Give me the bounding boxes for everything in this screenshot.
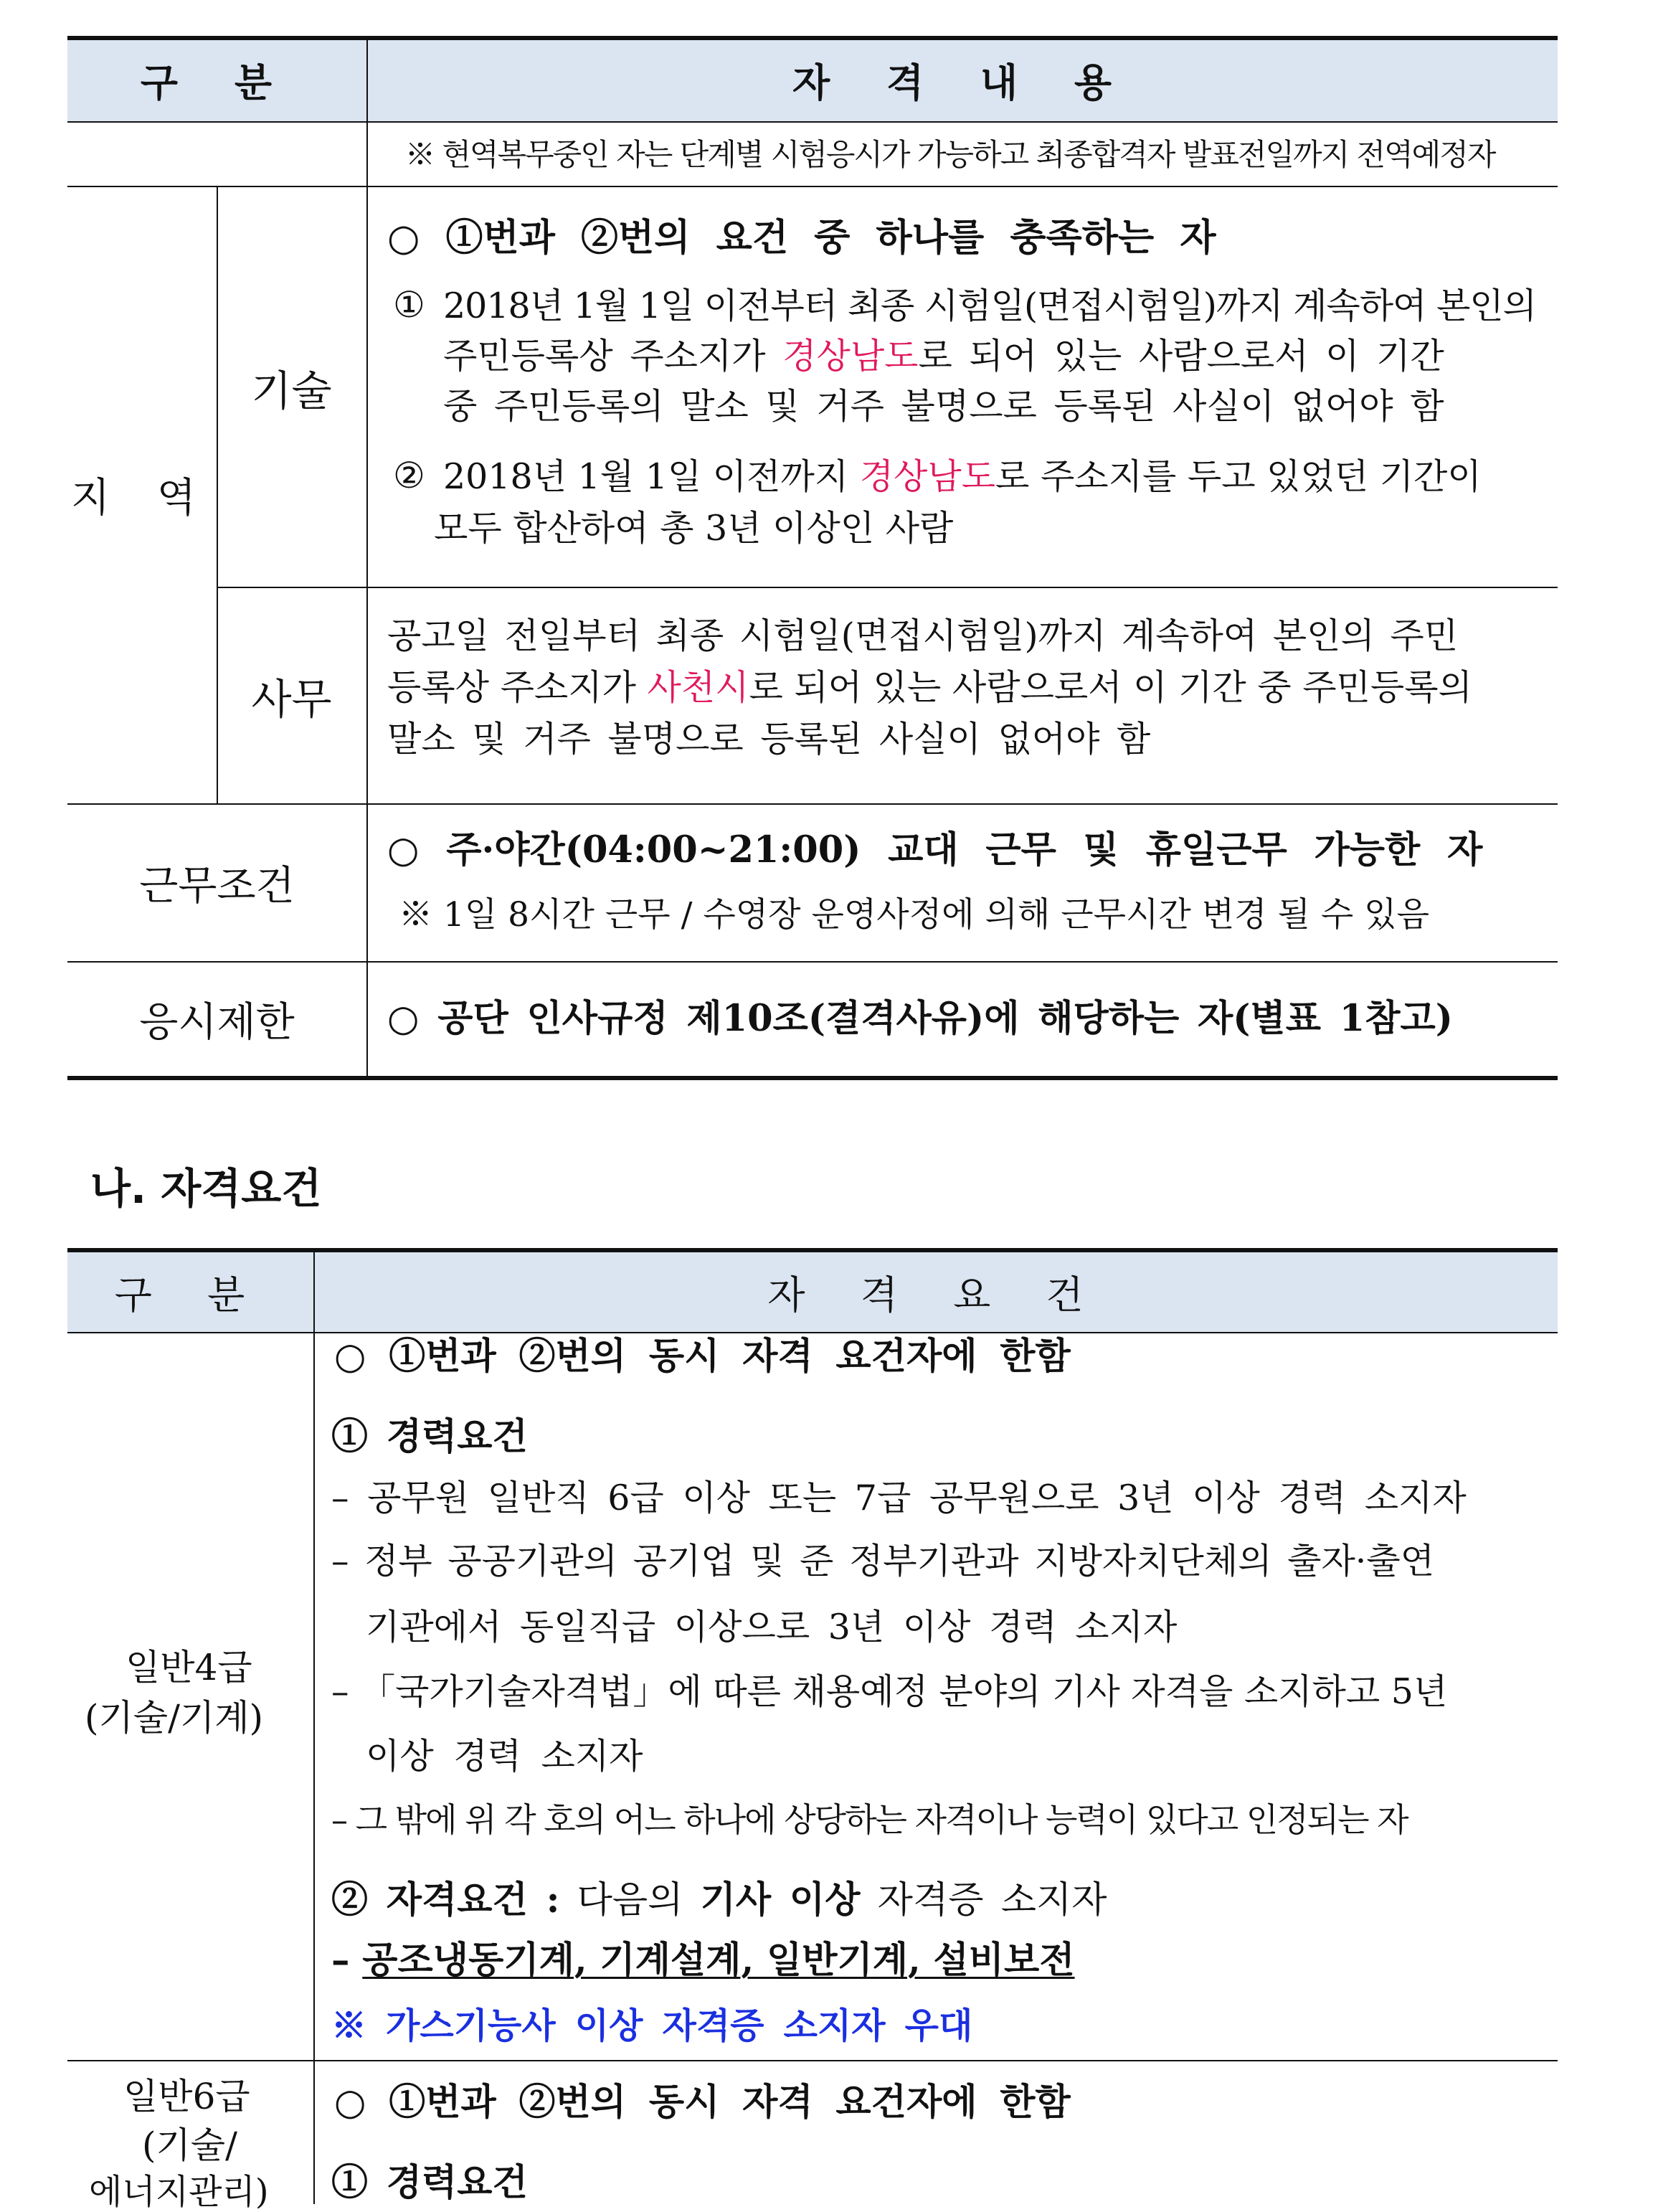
table1-header-col1: 구 분 (140, 59, 294, 105)
table2-header-col1: 구 분 (114, 1272, 267, 1318)
tech-clause2-line1-b: 로 주소지를 두고 있었던 기간이 (995, 456, 1482, 497)
tech-intro: ○ ①번과 ②번의 요건 중 하나를 충족하는 자 (387, 216, 1216, 260)
region-highlight-sacheon: 사천시 (647, 667, 749, 708)
grade6-career-title: ① 경력요건 (331, 2161, 528, 2204)
table2-col-divider (313, 1251, 315, 2204)
tech-clause1-line2 (443, 336, 1444, 377)
grade4-qual-list-row (331, 1939, 1075, 1982)
work-label: 근무조건 (139, 863, 295, 909)
office-label: 사무 (251, 675, 332, 724)
grade4-preference: ※ 가스기능사 이상 자격증 소지자 우대 (331, 2005, 973, 2046)
table2-header-col2: 자 격 요 건 (767, 1272, 1105, 1318)
grade4-intro: ○ ①번과 ②번의 동시 자격 요건자에 한함 (334, 1335, 1071, 1378)
tech-clause2-line2: 모두 합산하여 총 3년 이상인 사람 (434, 508, 954, 549)
grade4-qual-title: ② 자격요건 : (331, 1878, 560, 1922)
office-line2-b: 로 되어 있는 사람으로서 이 기간 중 주민등록의 (749, 667, 1472, 708)
grade4-career-title: ① 경력요건 (331, 1415, 528, 1458)
grade6-label-line1: 일반6급 (123, 2076, 250, 2117)
office-line2 (387, 667, 1472, 708)
grade4-bullet2-line1: – 정부 공공기관의 공기업 및 준 정부기관과 지방자치단체의 출자·출연 (331, 1541, 1435, 1582)
tech-clause2-line1-a: 2018년 1월 1일 이전까지 (443, 456, 860, 497)
limit-label: 응시제한 (139, 999, 295, 1046)
work-note: ※ 1일 8시간 근무 / 수영장 운영사정에 의해 근무시간 변경 될 수 있음 (399, 895, 1429, 935)
grade4-qual-b: 기사 이상 (700, 1878, 861, 1922)
grade4-bullet3-line2: 이상 경력 소지자 (366, 1736, 643, 1777)
limit-main: ○ 공단 인사규정 제10조(결격사유)에 해당하는 자(별표 1참고) (387, 997, 1453, 1040)
grade4-qual-dash: – (331, 1939, 363, 1982)
military-note: ※ 현역복무중인 자는 단계별 시험응시가 가능하고 최종합격자 발표전일까지 전역예정자 (405, 137, 1495, 172)
table1-col-divider (366, 37, 368, 1077)
grade4-qual-a: 다음의 (559, 1879, 701, 1922)
tech-clause1-line2-a: 주민등록상 주소지가 (443, 336, 783, 377)
grade4-label-line2: (기술/기계) (85, 1697, 264, 1739)
grade4-bullet2-line2: 기관에서 동일직급 이상으로 3년 이상 경력 소지자 (366, 1607, 1178, 1648)
tech-clause1-number: ① (393, 284, 425, 326)
table2-divider (67, 2060, 1558, 2061)
office-line2-a: 등록상 주소지가 (387, 667, 648, 708)
grade4-bullet3-line1: – 「국가기술자격법」에 따른 채용예정 분야의 기사 자격을 소지하고 5년 (331, 1671, 1448, 1712)
grade4-label-line1: 일반4급 (125, 1647, 252, 1688)
section-title: 나. 자격요건 (90, 1164, 322, 1213)
tech-label: 기술 (251, 367, 332, 415)
region-highlight-gyeongnam: 경상남도 (859, 456, 996, 497)
grade4-bullet4: – 그 밖에 위 각 호의 어느 하나에 상당하는 자격이나 능력이 있다고 인정되는 자 (331, 1800, 1408, 1839)
tech-clause1-line1: 2018년 1월 1일 이전부터 최종 시험일(면접시험일)까지 계속하여 본인의 (443, 285, 1536, 326)
grade6-label-line3: 에너지관리) (89, 2172, 269, 2212)
office-line1: 공고일 전일부터 최종 시험일(면접시험일)까지 계속하여 본인의 주민 (387, 615, 1459, 656)
work-main: ○ 주·야간(04:00~21:00) 교대 근무 및 휴일근무 가능한 자 (387, 828, 1483, 871)
grade4-bullet1: – 공무원 일반직 6급 이상 또는 7급 공무원으로 3년 이상 경력 소지자 (331, 1478, 1467, 1518)
office-line3: 말소 및 거주 불명으로 등록된 사실이 없어야 함 (387, 719, 1151, 760)
grade6-label-line2: (기술/ (142, 2124, 237, 2166)
table1-divider (217, 587, 1558, 588)
grade4-qual-list: 공조냉동기계, 기계설계, 일반기계, 설비보전 (362, 1939, 1075, 1982)
tech-clause1-line2-b: 로 되어 있는 사람으로서 이 기간 (918, 336, 1444, 377)
table1-bottom-border (67, 1076, 1558, 1080)
region-highlight-gyeongnam: 경상남도 (782, 336, 919, 377)
tech-clause1-line3: 중 주민등록의 말소 및 거주 불명으로 등록된 사실이 없어야 함 (443, 386, 1444, 427)
tech-clause2-number: ② (393, 455, 425, 496)
table1-divider (67, 186, 1558, 187)
grade4-qualification (331, 1878, 1107, 1922)
grade6-intro: ○ ①번과 ②번의 동시 자격 요건자에 한함 (334, 2081, 1071, 2124)
region-label: 지 역 (71, 475, 213, 521)
grade4-qual-c: 자격증 소지자 (860, 1879, 1107, 1922)
table1-header-col2: 자 격 내 용 (792, 59, 1134, 105)
tech-clause2-line1 (443, 456, 1482, 497)
